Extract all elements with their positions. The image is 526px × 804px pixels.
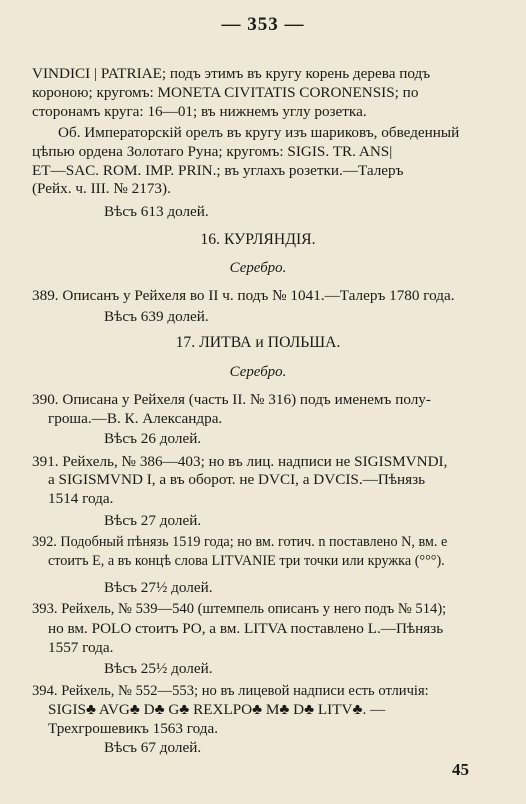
- text-line: сторонамъ круга: 16—01; въ нижнемъ углу розетка.: [32, 102, 367, 120]
- weight-line: Вѣсъ 25½ долей.: [104, 660, 213, 678]
- text-line: VINDICI | PATRIAE; подъ этимъ въ кругу корень дерева подъ: [32, 65, 431, 82]
- text-line: Об. Императорскій орелъ въ кругу изъ шариковъ, обведенный: [58, 124, 460, 142]
- entry-line: 390. Описана у Рейхеля (часть II. № 316) подъ именемъ полу-: [32, 390, 431, 408]
- entry-line: 1514 года.: [48, 490, 114, 508]
- text-line: короною; кругомъ: MONETA CIVITATIS CORONENSIS; по: [32, 83, 419, 101]
- section-heading: 17. ЛИТВА и ПОЛЬША.: [175, 334, 341, 352]
- entry-line: SIGIS♣ AVG♣ D♣ G♣ REXLPO♣ M♣ D♣ LITV♣. —: [48, 701, 386, 719]
- entry-line: 393. Рейхель, № 539—540 (штемпель описанъ у него подъ № 514);: [32, 601, 447, 618]
- weight-line: Вѣсъ 67 долей.: [104, 739, 202, 756]
- entry-line: 1557 года.: [48, 638, 114, 656]
- weight-line: Вѣсъ 26 долей.: [104, 430, 202, 448]
- subsection-heading: Серебро.: [229, 363, 287, 381]
- section-heading: 16. КУРЛЯНДІЯ.: [200, 231, 316, 249]
- entry-line: Трехгрошевикъ 1563 года.: [48, 720, 219, 738]
- entry-line: стоитъ E, а въ концѣ слова LITVANIE три точки или кружка (°°°).: [48, 552, 445, 569]
- entry-line: гроша.—В. К. Александра.: [48, 409, 223, 427]
- text-line: (Рейх. ч. III. № 2173).: [32, 180, 171, 198]
- page-number-header: — 353 —: [221, 14, 305, 35]
- entry-line: 389. Описанъ у Рейхеля во II ч. подъ № 1041.—Талеръ 1780 года.: [32, 286, 455, 304]
- entry-line: 392. Подобный пѣнязь 1519 года; но вм. готич. n поставлено N, вм. e: [32, 534, 448, 551]
- subsection-heading: Серебро.: [229, 259, 287, 277]
- entry-line: 394. Рейхель, № 552—553; но въ лицевой надписи есть отличія:: [32, 682, 429, 699]
- text-line: ET—SAC. ROM. IMP. PRIN.; въ углахъ розетки.—Талеръ: [32, 161, 404, 179]
- weight-line: Вѣсъ 613 долей.: [104, 202, 209, 220]
- entry-line: но вм. POLO стоитъ PO, а вм. LITVA поставлено L.—Пѣнязь: [48, 619, 444, 637]
- entry-line: 391. Рейхель, № 386—403; но въ лиц. надписи не SIGISMVNDI,: [32, 452, 448, 470]
- signature-mark: 45: [452, 760, 469, 779]
- text-line: цѣпью ордена Золотаго Руна; кругомъ: SIGIS. TR. ANS|: [32, 142, 393, 160]
- weight-line: Вѣсъ 27 долей.: [104, 511, 202, 529]
- weight-line: Вѣсъ 639 долей.: [104, 307, 209, 325]
- weight-line: Вѣсъ 27½ долей.: [104, 578, 213, 596]
- entry-line: а SIGISMVND I, а въ оборот. не DVCI, а DVCIS.—Пѣнязь: [48, 471, 426, 489]
